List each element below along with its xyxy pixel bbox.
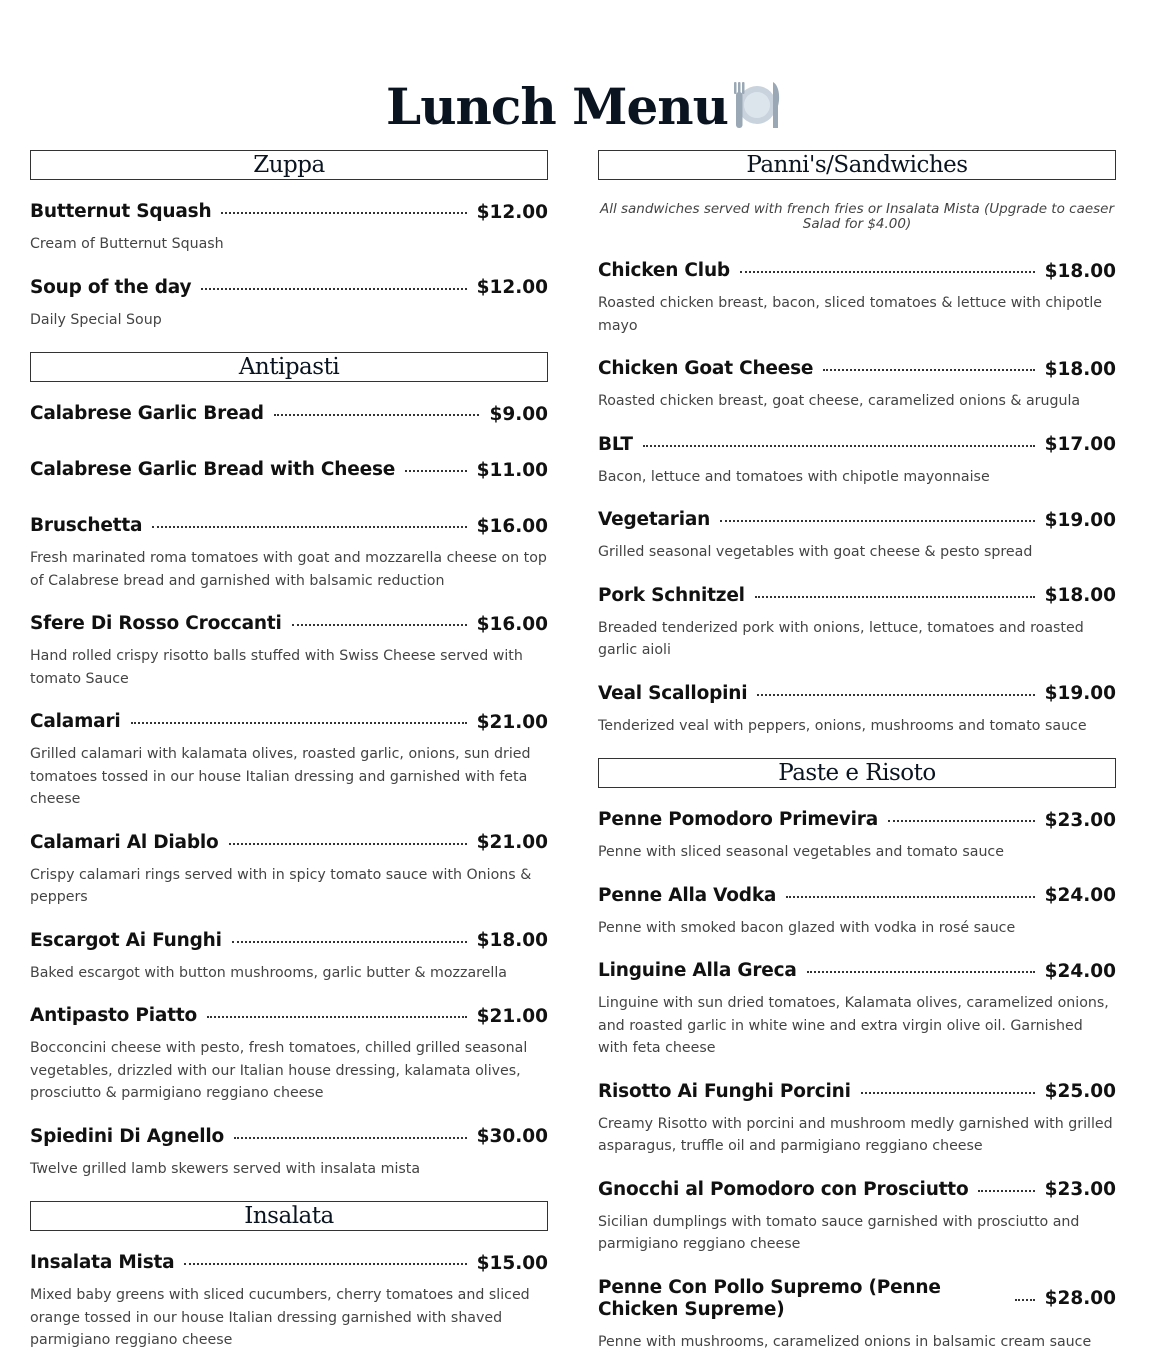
menu-item-price: $18.00: [1044, 358, 1116, 380]
dotted-leader: [720, 520, 1035, 522]
plate-fork-knife-icon: [730, 78, 784, 132]
menu-item-description: Linguine with sun dried tomatoes, Kalamata olives, caramelized onions, and roasted garlic in white wine and extra virgin olive oil. Garnished with feta cheese: [598, 995, 1109, 1056]
menu-item: [30, 403, 548, 438]
left-column: [30, 150, 548, 1352]
menu-item-row: [598, 1277, 1116, 1321]
menu-item-price: $16.00: [476, 613, 548, 635]
menu-list: [598, 260, 1116, 737]
menu-item-description: Breaded tenderized pork with onions, lettuce, tomatoes and roasted garlic aioli: [598, 619, 1084, 658]
menu-item-price: $25.00: [1044, 1081, 1116, 1102]
menu-item-name: Bruschetta: [30, 515, 143, 536]
section-insalata: [30, 1201, 548, 1352]
menu-item-row: [598, 1081, 1116, 1103]
menu-item-description: Daily Special Soup: [30, 311, 162, 328]
menu-item-row: [30, 1005, 548, 1027]
menu-item-price: $28.00: [1044, 1288, 1116, 1309]
menu-item-description: Mixed baby greens with sliced cucumbers, cherry tomatoes and sliced orange tossed in our house Italian dressing garnished with shaved parmigiano reggiano cheese: [30, 1287, 530, 1348]
menu-item-description: Bacon, lettuce and tomatoes with chipotle mayonnaise: [598, 468, 990, 485]
dotted-leader: [201, 288, 466, 290]
menu-item: [598, 260, 1116, 337]
menu-item-name: Spiedini Di Agnello: [30, 1125, 225, 1147]
menu-item-price: $24.00: [1044, 885, 1116, 906]
menu-item-price: $12.00: [476, 277, 548, 298]
menu-item: [30, 1126, 548, 1181]
dotted-leader: [232, 941, 467, 943]
menu-item-name: Penne Con Pollo Supremo (Penne Chicken Supreme): [598, 1276, 941, 1320]
menu-item: [598, 434, 1116, 489]
menu-item-row: [598, 885, 1116, 907]
menu-item-description: Tenderized veal with peppers, onions, mushrooms and tomato sauce: [598, 717, 1087, 734]
menu-item-description: Penne with mushrooms, caramelized onions in balsamic cream sauce: [598, 1333, 1092, 1350]
menu-item: [30, 832, 548, 909]
menu-item-name: Antipasto Piatto: [30, 1005, 197, 1026]
dotted-leader: [978, 1190, 1034, 1192]
dotted-leader: [1015, 1299, 1035, 1301]
menu-item-price: $12.00: [476, 201, 548, 223]
section-heading: Paste e Risoto: [598, 758, 1116, 788]
menu-item-row: [598, 358, 1116, 380]
dotted-leader: [207, 1016, 467, 1018]
menu-item-price: $11.00: [476, 459, 548, 481]
menu-item-name: Insalata Mista: [30, 1252, 175, 1273]
menu-item-row: [30, 201, 548, 223]
dotted-leader: [807, 971, 1035, 973]
dotted-leader: [757, 694, 1034, 696]
menu-item-name: Butternut Squash: [30, 201, 212, 222]
menu-item-price: $16.00: [476, 515, 548, 537]
menu-item-name: Gnocchi al Pomodoro con Prosciutto: [598, 1178, 969, 1200]
dotted-leader: [152, 526, 466, 528]
menu-item-row: [30, 711, 548, 733]
menu-list: [30, 403, 548, 1180]
menu-item: [598, 960, 1116, 1060]
dotted-leader: [888, 820, 1035, 822]
menu-item-row: [598, 683, 1116, 705]
menu-item: [598, 358, 1116, 413]
menu-item-name: Penne Alla Vodka: [598, 884, 777, 906]
header: [0, 76, 1170, 138]
menu-item-description: Penne with sliced seasonal vegetables and tomato sauce: [598, 844, 1004, 860]
menu-item-price: $19.00: [1044, 509, 1116, 531]
menu-item-price: $21.00: [476, 1005, 548, 1027]
menu-item-price: $30.00: [476, 1126, 548, 1147]
menu-item-name: BLT: [598, 433, 633, 455]
section-panini: [598, 150, 1116, 737]
menu-item-name: Pork Schnitzel: [598, 584, 745, 606]
menu-item-name: Sfere Di Rosso Croccanti: [30, 613, 282, 634]
menu-item-price: $23.00: [1044, 809, 1116, 831]
section-heading: Insalata: [30, 1201, 548, 1231]
menu-item-row: [30, 613, 548, 635]
section-zuppa: [30, 150, 548, 331]
dotted-leader: [221, 212, 466, 214]
menu-item-description: Baked escargot with button mushrooms, garlic butter & mozzarella: [30, 964, 507, 981]
menu-item-name: Veal Scallopini: [598, 682, 748, 704]
menu-item-description: Creamy Risotto with porcini and mushroom medly garnished with grilled asparagus, truffle oil and parmigiano reggiano cheese: [598, 1115, 1113, 1154]
menu-item-description: Twelve grilled lamb skewers served with insalata mista: [30, 1160, 421, 1177]
menu-item-row: [30, 459, 548, 481]
menu-item-description: Grilled seasonal vegetables with goat cheese & pesto spread: [598, 544, 1033, 560]
menu-item: [30, 515, 548, 592]
menu-item-price: $18.00: [1044, 260, 1116, 282]
menu-item: [598, 683, 1116, 738]
menu-item-description: Bocconcini cheese with pesto, fresh tomatoes, chilled grilled seasonal vegetables, drizzled with our Italian house dressing, kalamata olives, prosciutto & parmigiano reggiano cheese: [30, 1040, 528, 1101]
section-note: All sandwiches served with french fries or Insalata Mista (Upgrade to caeser Salad for $4.00): [599, 201, 1115, 232]
menu-item: [598, 1081, 1116, 1158]
menu-item-row: [30, 515, 548, 537]
menu-item-price: $24.00: [1044, 960, 1116, 982]
menu-item-row: [30, 277, 548, 299]
menu-list: [598, 809, 1116, 1353]
menu-item-row: [598, 1179, 1116, 1201]
menu-item-row: [598, 585, 1116, 607]
menu-item-description: Penne with smoked bacon glazed with vodka in rosé sauce: [598, 919, 1016, 936]
menu-item: [30, 1252, 548, 1352]
dotted-leader: [184, 1263, 466, 1265]
menu-item-description: Grilled calamari with kalamata olives, roasted garlic, onions, sun dried tomatoes tossed in our house Italian dressing and garnished with feta cheese: [30, 746, 531, 807]
menu-item-price: $18.00: [1044, 585, 1116, 606]
dotted-leader: [274, 414, 480, 416]
menu-item-name: Soup of the day: [30, 276, 192, 298]
dotted-leader: [786, 896, 1034, 898]
menu-item-row: [30, 930, 548, 952]
menu-item-description: Sicilian dumplings with tomato sauce garnished with prosciutto and parmigiano reggiano cheese: [598, 1213, 1080, 1252]
right-column: [598, 150, 1116, 1353]
dotted-leader: [229, 843, 467, 845]
dotted-leader: [740, 271, 1035, 273]
dotted-leader: [755, 596, 1035, 598]
menu-item-description: Hand rolled crispy risotto balls stuffed with Swiss Cheese served with tomato Sauce: [30, 648, 523, 687]
dotted-leader: [861, 1092, 1035, 1094]
menu-item-name: Chicken Club: [598, 260, 730, 281]
menu-item-row: [598, 509, 1116, 531]
menu-item-row: [30, 1126, 548, 1148]
menu-list: [30, 1252, 548, 1352]
menu-item: [598, 1277, 1116, 1354]
menu-item: [598, 885, 1116, 940]
menu-item-name: Escargot Ai Funghi: [30, 929, 222, 951]
menu-item: [30, 930, 548, 985]
menu-item-name: Calamari Al Diablo: [30, 831, 219, 853]
menu-item-row: [30, 403, 548, 425]
dotted-leader: [292, 624, 467, 626]
menu-item-row: [598, 809, 1116, 831]
menu-list: [30, 201, 548, 331]
menu-item-name: Calabrese Garlic Bread with Cheese: [30, 459, 396, 480]
menu-item-price: $21.00: [476, 711, 548, 733]
menu-item-name: Risotto Ai Funghi Porcini: [598, 1080, 851, 1102]
menu-item-description: Crispy calamari rings served with in spicy tomato sauce with Onions & peppers: [30, 866, 532, 905]
menu-item-price: $9.00: [489, 403, 548, 425]
section-paste: [598, 758, 1116, 1353]
menu-item-name: Linguine Alla Greca: [598, 960, 797, 981]
dotted-leader: [643, 445, 1035, 447]
spacer: [30, 481, 548, 494]
menu-item: [598, 585, 1116, 662]
menu-item-row: [598, 434, 1116, 456]
menu-item: [30, 277, 548, 332]
spacer: [30, 425, 548, 438]
menu-item-name: Calamari: [30, 711, 121, 732]
dotted-leader: [131, 722, 467, 724]
menu-item-description: Fresh marinated roma tomatoes with goat and mozzarella cheese on top of Calabrese bread and garnished with balsamic reduction: [30, 550, 547, 589]
menu-item-description: Cream of Butternut Squash: [30, 236, 224, 252]
menu-item-price: $17.00: [1044, 434, 1116, 455]
dotted-leader: [234, 1137, 467, 1139]
menu-item-description: Roasted chicken breast, goat cheese, caramelized onions & arugula: [598, 393, 1081, 409]
menu-item: [598, 1179, 1116, 1256]
menu-item-name: Chicken Goat Cheese: [598, 358, 814, 379]
menu-item-name: Penne Pomodoro Primevira: [598, 809, 878, 830]
menu-item: [30, 459, 548, 494]
menu-item-price: $19.00: [1044, 683, 1116, 704]
menu-item-price: $23.00: [1044, 1179, 1116, 1200]
menu-item-price: $21.00: [476, 832, 548, 853]
section-heading: Panni's/Sandwiches: [598, 150, 1116, 180]
section-heading: Antipasti: [30, 352, 548, 382]
menu-item-row: [30, 832, 548, 854]
section-heading: Zuppa: [30, 150, 548, 180]
menu-item-name: Calabrese Garlic Bread: [30, 403, 264, 424]
menu-item-row: [598, 960, 1116, 982]
dotted-leader: [823, 369, 1034, 371]
menu-item: [30, 201, 548, 256]
dotted-leader: [405, 470, 467, 472]
menu-item-row: [598, 260, 1116, 282]
menu-item: [30, 711, 548, 811]
menu-item: [598, 809, 1116, 864]
menu-item-row: [30, 1252, 548, 1274]
menu-item: [30, 613, 548, 690]
menu-item: [598, 509, 1116, 564]
menu-item-price: $15.00: [476, 1252, 548, 1274]
menu-item-description: Roasted chicken breast, bacon, sliced tomatoes & lettuce with chipotle mayo: [598, 295, 1102, 334]
menu-item-price: $18.00: [476, 930, 548, 951]
section-antipasti: [30, 352, 548, 1180]
page-title: Lunch Menu: [386, 77, 728, 136]
menu-item: [30, 1005, 548, 1105]
menu-item-name: Vegetarian: [598, 509, 711, 530]
